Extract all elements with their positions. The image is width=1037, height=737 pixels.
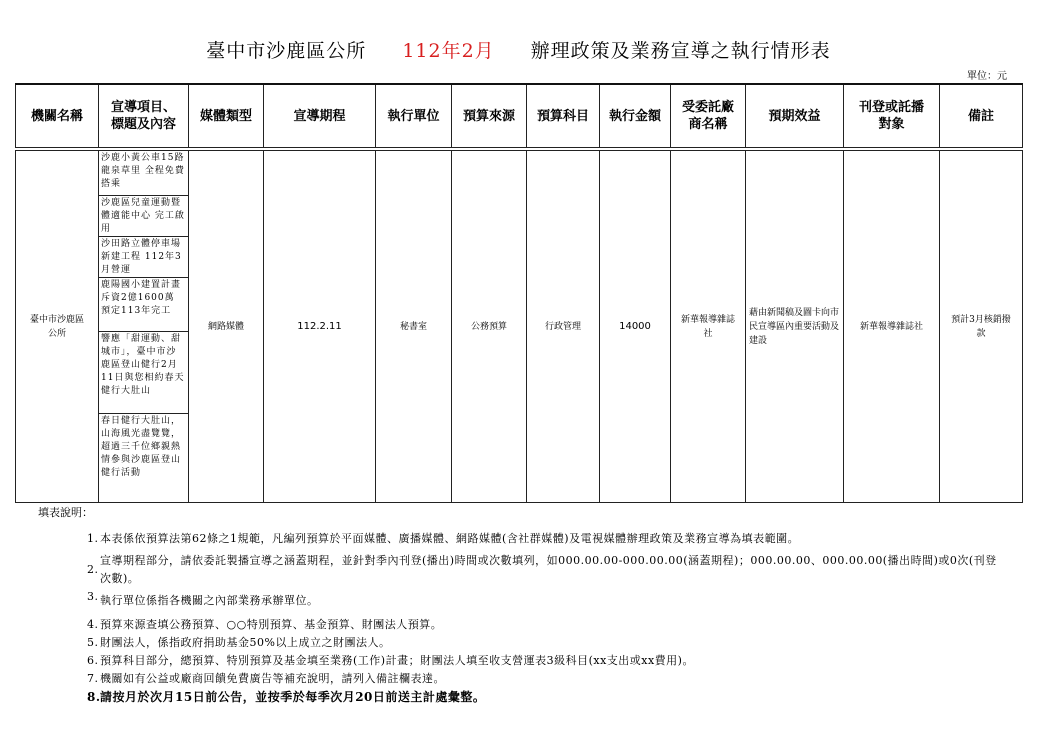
- col-header-vendor: 受委託廠商名稱: [671, 84, 746, 148]
- cell-target: 新華報導雜誌社: [844, 151, 940, 503]
- note-item: [38, 670, 998, 688]
- cell-amount: 14000: [600, 151, 671, 503]
- cell-period: 112.2.11: [264, 151, 376, 503]
- note-number: 4.: [87, 618, 99, 631]
- list-item: 沙田路立體停車場新建工程 112年3月營運: [99, 236, 188, 277]
- col-header-period: 宣導期程: [264, 84, 376, 148]
- col-header-exec-unit: 執行單位: [376, 84, 452, 148]
- topics-list: [99, 151, 188, 495]
- cell-media-type: 網路媒體: [189, 151, 264, 503]
- list-item: 沙鹿小黃公車15路 龍泉草里 全程免費搭乘: [99, 151, 188, 195]
- unit-label: 單位：元: [967, 71, 1007, 82]
- col-header-budget-item: 預算科目: [527, 84, 600, 148]
- note-item: [38, 652, 998, 670]
- title-agency: 臺中市沙鹿區公所: [206, 40, 367, 62]
- note-text: 宣導期程部分，請依委託製播宣導之涵蓋期程，並針對季內刊登(播出)時間或次數填列，如000.00.00-000.00.00(涵蓋期程)；000.00.00、000.00.00(播出時間)或0次(刊登次數)。: [100, 554, 997, 585]
- note-number: 1.: [87, 532, 99, 545]
- col-header-budget-source: 預算來源: [452, 84, 527, 148]
- col-header-remark: 備註: [940, 84, 1023, 148]
- note-item: [38, 552, 998, 588]
- title-month: 112年2月: [402, 40, 495, 62]
- note-text: 預算科目部分，總預算、特別預算及基金填至業務(工作)計畫；財團法人填至收支營運表3級科目(xx支出或xx費用)。: [100, 654, 694, 667]
- col-header-topic: 宣導項目、標題及內容: [99, 84, 189, 148]
- col-header-target: 刊登或託播對象: [844, 84, 940, 148]
- col-header-amount: 執行金額: [600, 84, 671, 148]
- note-number: 6.: [87, 654, 99, 667]
- note-text: 預算來源查填公務預算、○○特別預算、基金預算、財團法人預算。: [100, 618, 443, 631]
- list-item: 鹿陽國小建置計畫 斥資2億1600萬 預定113年完工: [99, 277, 188, 331]
- page-title: [0, 36, 1037, 63]
- note-number: 3.: [87, 590, 99, 603]
- table-row: [16, 151, 1023, 503]
- cell-exec-unit: 秘書室: [376, 151, 452, 503]
- cell-benefit: 藉由新聞稿及圖卡向市民宣導區內重要活動及建設: [746, 151, 844, 503]
- note-item: [38, 530, 998, 548]
- note-item: [38, 616, 998, 634]
- notes-section: [38, 504, 998, 706]
- cell-budget-item: 行政管理: [527, 151, 600, 503]
- cell-agency: 臺中市沙鹿區公所: [16, 151, 99, 503]
- cell-budget-source: 公務預算: [452, 151, 527, 503]
- notes-heading: 填表說明：: [38, 506, 93, 519]
- table-header-row: [16, 84, 1023, 148]
- note-item: [38, 634, 998, 652]
- col-header-media-type: 媒體類型: [189, 84, 264, 148]
- note-text: 執行單位係指各機關之內部業務承辦單位。: [100, 594, 319, 607]
- title-subject: 辦理政策及業務宣導之執行情形表: [530, 40, 831, 62]
- note-number: 7.: [87, 672, 99, 685]
- execution-table: [15, 83, 1023, 503]
- note-text: 機關如有公益或廠商回饋免費廣告等補充說明，請列入備註欄表達。: [100, 672, 445, 685]
- note-item: [38, 592, 998, 610]
- cell-remark: 預計3月核銷撥款: [940, 151, 1023, 503]
- note-text: 請按月於次月15日前公告，並按季於每季次月20日前送主計處彙整。: [100, 690, 486, 704]
- col-header-benefit: 預期效益: [746, 84, 844, 148]
- list-item: 響應「甜運動、甜城市」，臺中市沙鹿區登山健行2月11日與您相約春天健行大肚山: [99, 331, 188, 413]
- note-number: 8.: [87, 690, 101, 704]
- list-item: 春日健行大肚山，山海風光盡覽覽，超過三千位鄉親熱情參與沙鹿區登山健行活動: [101, 415, 182, 478]
- note-text: 財團法人，係指政府捐助基金50%以上成立之財團法人。: [100, 636, 391, 649]
- cell-topics: [99, 151, 189, 503]
- note-text: 本表係依預算法第62條之1規範，凡編列預算於平面媒體、廣播媒體、網路媒體(含社群媒體)及電視媒體辦理政策及業務宣導為填表範圍。: [100, 532, 800, 545]
- col-header-agency: 機關名稱: [16, 84, 99, 148]
- list-item: 沙鹿區兒童運動暨體適能中心 完工啟用: [99, 195, 188, 236]
- note-number: 2.: [87, 563, 99, 576]
- note-number: 5.: [87, 636, 99, 649]
- cell-vendor: 新華報導雜誌社: [671, 151, 746, 503]
- note-item: [38, 688, 998, 706]
